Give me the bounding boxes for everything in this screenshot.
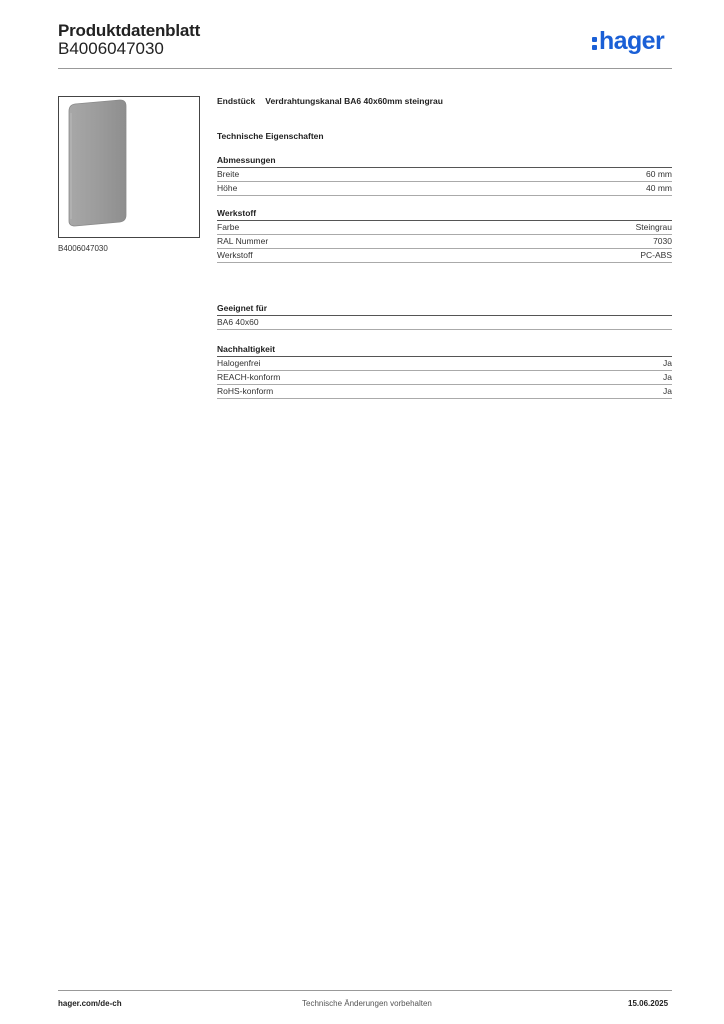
row-label: Halogenfrei — [217, 358, 261, 368]
table-row — [217, 316, 672, 330]
section-title: Abmessungen — [217, 155, 672, 168]
row-value: PC-ABS — [640, 250, 672, 260]
section-suitable-for — [217, 303, 672, 330]
row-label: RoHS-konform — [217, 386, 274, 396]
row-value: Ja — [663, 386, 672, 396]
row-label: BA6 40x60 — [217, 317, 259, 327]
row-label: Breite — [217, 169, 240, 179]
row-label: RAL Nummer — [217, 236, 269, 246]
section-sustainability — [217, 344, 672, 399]
table-row — [217, 182, 672, 196]
product-heading — [217, 96, 443, 106]
table-row — [217, 221, 672, 235]
hager-logo[interactable] — [592, 27, 664, 55]
row-label: Höhe — [217, 183, 238, 193]
product-image-frame — [58, 96, 200, 238]
product-name: Verdrahtungskanal BA6 40x60mm steingrau — [265, 96, 443, 106]
row-value: 7030 — [653, 236, 672, 246]
page-title: Produktdatenblatt — [58, 21, 201, 40]
row-value: 60 mm — [646, 169, 672, 179]
row-value: Ja — [663, 372, 672, 382]
row-value: Ja — [663, 358, 672, 368]
image-caption: B4006047030 — [58, 244, 108, 253]
logo-text: hager — [599, 27, 665, 55]
footer-divider — [58, 990, 672, 991]
table-row — [217, 249, 672, 263]
row-label: Farbe — [217, 222, 240, 232]
row-label: REACH-konform — [217, 372, 281, 382]
section-dimensions — [217, 155, 672, 196]
section-title: Nachhaltigkeit — [217, 344, 672, 357]
header-divider — [58, 68, 672, 69]
technical-properties-heading: Technische Eigenschaften — [217, 131, 324, 141]
table-row — [217, 235, 672, 249]
footer-website-link[interactable]: hager.com/de-ch — [58, 999, 122, 1008]
product-image — [59, 97, 199, 237]
table-row — [217, 385, 672, 399]
table-row — [217, 357, 672, 371]
footer-disclaimer: Technische Änderungen vorbehalten — [302, 999, 432, 1008]
row-value: 40 mm — [646, 183, 672, 193]
table-row — [217, 371, 672, 385]
table-row — [217, 168, 672, 182]
section-title: Geeignet für — [217, 303, 672, 316]
logo-colon-icon — [592, 35, 597, 50]
section-material — [217, 208, 672, 263]
row-label: Werkstoff — [217, 250, 253, 260]
footer-date: 15.06.2025 — [628, 999, 669, 1008]
product-type: Endstück — [217, 96, 256, 106]
row-value: Steingrau — [635, 222, 672, 232]
section-title: Werkstoff — [217, 208, 672, 221]
article-number: B4006047030 — [58, 39, 164, 58]
